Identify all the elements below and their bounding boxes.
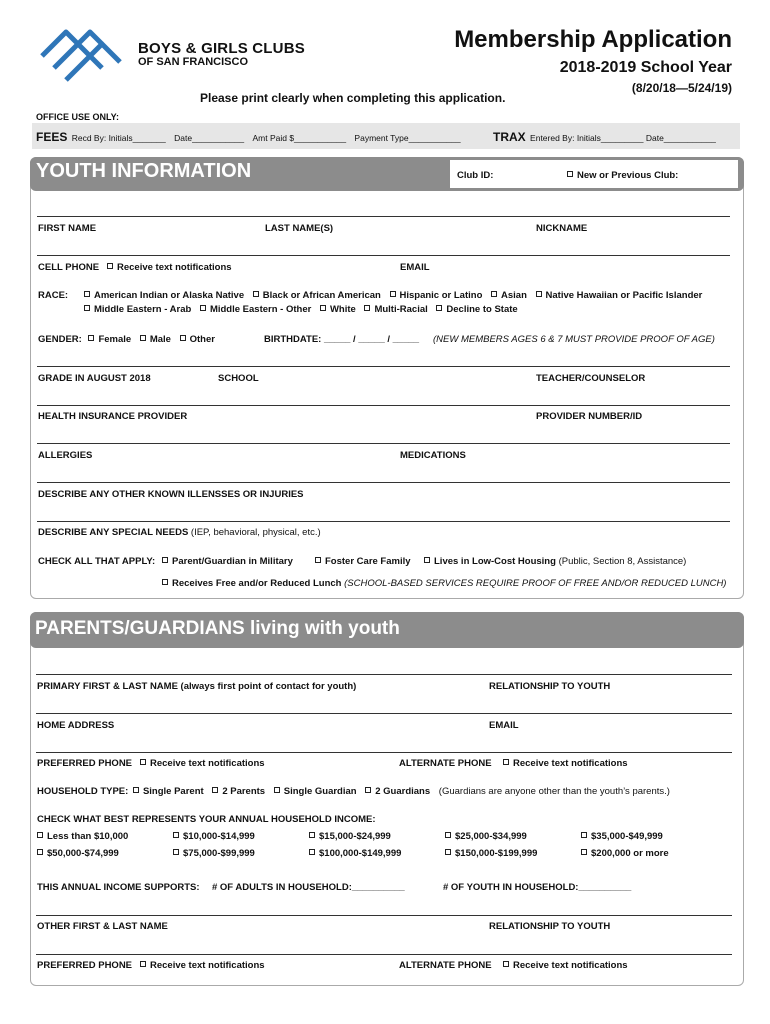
- primary-name-label[interactable]: PRIMARY FIRST & LAST NAME (always first point of contact for youth): [37, 681, 357, 692]
- gender-option[interactable]: Other: [180, 334, 215, 345]
- parent-email-label[interactable]: EMAIL: [489, 720, 519, 731]
- trax-date-field[interactable]: Date___________: [645, 133, 716, 143]
- new-club-checkbox[interactable]: [567, 171, 573, 177]
- race-option[interactable]: Native Hawaiian or Pacific Islander: [536, 290, 703, 301]
- entered-by-field[interactable]: Entered By: Initials_________: [530, 133, 644, 143]
- check-housing[interactable]: Lives in Low-Cost Housing (Public, Section 8, Assistance): [424, 556, 686, 567]
- youth-email-label[interactable]: EMAIL: [400, 262, 430, 273]
- alternate-phone2-label[interactable]: ALTERNATE PHONE: [399, 960, 492, 971]
- new-or-previous-club[interactable]: [567, 170, 678, 181]
- preferred-phone2-text[interactable]: Receive text notifications: [140, 960, 265, 971]
- relationship-label[interactable]: RELATIONSHIP TO YOUTH: [489, 681, 611, 692]
- illnesses-label[interactable]: DESCRIBE ANY OTHER KNOWN ILLENSSES OR INJURIES: [38, 489, 304, 500]
- fees-date-field[interactable]: Date___________: [174, 133, 245, 143]
- amt-paid-field[interactable]: Amt Paid $___________: [252, 133, 347, 143]
- income-option[interactable]: $200,000 or more: [581, 848, 669, 859]
- income-option[interactable]: $15,000-$24,999: [309, 831, 391, 842]
- grade-label[interactable]: GRADE IN AUGUST 2018: [38, 373, 151, 384]
- household-option[interactable]: Single Parent: [133, 786, 204, 797]
- office-use-label: OFFICE USE ONLY:: [36, 112, 120, 122]
- race-label: RACE:: [38, 290, 69, 301]
- recd-by-field[interactable]: Recd By: Initials_______: [71, 133, 166, 143]
- school-label[interactable]: SCHOOL: [218, 373, 259, 384]
- check-lunch[interactable]: Receives Free and/or Reduced Lunch (SCHOOL-BASED SERVICES REQUIRE PROOF OF FREE AND/OR REDUCED LUNCH): [162, 578, 726, 589]
- gender-row: [38, 334, 221, 345]
- office-fees-row: [36, 130, 461, 144]
- income-title: CHECK WHAT BEST REPRESENTS YOUR ANNUAL HOUSEHOLD INCOME:: [37, 814, 376, 825]
- relationship2-label[interactable]: RELATIONSHIP TO YOUTH: [489, 921, 611, 932]
- income-option[interactable]: $10,000-$14,999: [173, 831, 255, 842]
- page-title: Membership Application: [454, 26, 732, 53]
- gender-option[interactable]: Female: [88, 334, 131, 345]
- payment-type-field[interactable]: Payment Type___________: [354, 133, 461, 143]
- income-option[interactable]: Less than $10,000: [37, 831, 128, 842]
- race-row-2: [84, 304, 524, 315]
- race-option[interactable]: Asian: [491, 290, 527, 301]
- last-name-label[interactable]: LAST NAME(S): [265, 223, 334, 234]
- special-needs-row[interactable]: [38, 527, 321, 538]
- race-option[interactable]: Black or African American: [253, 290, 381, 301]
- youth-section-title: YOUTH INFORMATION: [36, 160, 252, 182]
- income-option[interactable]: $35,000-$49,999: [581, 831, 663, 842]
- allergies-label[interactable]: ALLERGIES: [38, 450, 93, 461]
- office-trax-row: [493, 130, 716, 144]
- race-option[interactable]: Middle Eastern - Arab: [84, 304, 191, 315]
- parents-section-title: PARENTS/GUARDIANS living with youth: [35, 618, 400, 639]
- household-option[interactable]: 2 Guardians: [365, 786, 430, 797]
- race-option[interactable]: American Indian or Alaska Native: [84, 290, 244, 301]
- num-adults-field[interactable]: # OF ADULTS IN HOUSEHOLD:__________: [212, 882, 405, 893]
- preferred-phone2-label[interactable]: PREFERRED PHONE: [37, 960, 133, 971]
- special-needs-note: (IEP, behavioral, physical, etc.): [190, 527, 321, 538]
- medications-label[interactable]: MEDICATIONS: [400, 450, 466, 461]
- trax-label: TRAX: [493, 130, 526, 144]
- other-name-label[interactable]: OTHER FIRST & LAST NAME: [37, 921, 168, 932]
- gender-label: GENDER:: [38, 334, 82, 345]
- fees-label: FEES: [36, 130, 68, 144]
- print-instruction: Please print clearly when completing this application.: [200, 91, 506, 105]
- alternate-phone-label[interactable]: ALTERNATE PHONE: [399, 758, 492, 769]
- cell-phone-label[interactable]: CELL PHONE: [38, 262, 100, 273]
- org-name: BOYS & GIRLS CLUBS: [138, 40, 305, 57]
- school-year: 2018-2019 School Year: [559, 59, 732, 76]
- youth-text-checkbox[interactable]: [107, 263, 113, 269]
- home-address-label[interactable]: HOME ADDRESS: [37, 720, 115, 731]
- birthdate-field[interactable]: BIRTHDATE: _____ / _____ / _____: [264, 334, 420, 345]
- income-supports-label: THIS ANNUAL INCOME SUPPORTS:: [37, 882, 200, 893]
- income-option[interactable]: $100,000-$149,999: [309, 848, 401, 859]
- household-option[interactable]: 2 Parents: [212, 786, 265, 797]
- gender-option[interactable]: Male: [140, 334, 171, 345]
- household-option[interactable]: Single Guardian: [274, 786, 357, 797]
- teacher-label[interactable]: TEACHER/COUNSELOR: [536, 373, 646, 384]
- logo: [36, 22, 126, 82]
- race-option[interactable]: Multi-Racial: [364, 304, 427, 315]
- income-option[interactable]: $150,000-$199,999: [445, 848, 537, 859]
- special-needs-label: DESCRIBE ANY SPECIAL NEEDS: [38, 527, 189, 538]
- household-type-label: HOUSEHOLD TYPE:: [37, 786, 129, 797]
- check-military[interactable]: Parent/Guardian in Military: [162, 556, 293, 567]
- race-option[interactable]: White: [320, 304, 356, 315]
- alternate-phone-text[interactable]: Receive text notifications: [503, 758, 628, 769]
- youth-text-notifications[interactable]: [107, 262, 232, 273]
- preferred-phone-text[interactable]: Receive text notifications: [140, 758, 265, 769]
- club-logo-icon: [36, 22, 126, 82]
- provider-number-label[interactable]: PROVIDER NUMBER/ID: [536, 411, 643, 422]
- new-or-previous-label: New or Previous Club:: [577, 170, 679, 181]
- income-option[interactable]: $50,000-$74,999: [37, 848, 119, 859]
- first-name-label[interactable]: FIRST NAME: [38, 223, 97, 234]
- income-option[interactable]: $75,000-$99,999: [173, 848, 255, 859]
- alternate-phone2-text[interactable]: Receive text notifications: [503, 960, 628, 971]
- health-insurance-label[interactable]: HEALTH INSURANCE PROVIDER: [38, 411, 188, 422]
- race-option[interactable]: Hispanic or Latino: [390, 290, 483, 301]
- income-option[interactable]: $25,000-$34,999: [445, 831, 527, 842]
- check-foster[interactable]: Foster Care Family: [315, 556, 411, 567]
- birthdate-note: (NEW MEMBERS AGES 6 & 7 MUST PROVIDE PROOF OF AGE): [433, 334, 715, 345]
- school-dates: (8/20/18—5/24/19): [631, 81, 732, 95]
- household-note: (Guardians are anyone other than the youth’s parents.): [438, 786, 670, 797]
- num-youth-field[interactable]: # OF YOUTH IN HOUSEHOLD:__________: [443, 882, 632, 893]
- household-type-row: [37, 786, 670, 797]
- nickname-label[interactable]: NICKNAME: [536, 223, 588, 234]
- club-id-label[interactable]: Club ID:: [457, 170, 494, 181]
- race-option[interactable]: Middle Eastern - Other: [200, 304, 311, 315]
- youth-text-label: Receive text notifications: [117, 262, 232, 273]
- org-subname: OF SAN FRANCISCO: [138, 56, 248, 68]
- preferred-phone-label[interactable]: PREFERRED PHONE: [37, 758, 133, 769]
- check-all-label: CHECK ALL THAT APPLY:: [38, 556, 156, 567]
- race-row-1: [84, 290, 708, 301]
- race-option[interactable]: Decline to State: [436, 304, 517, 315]
